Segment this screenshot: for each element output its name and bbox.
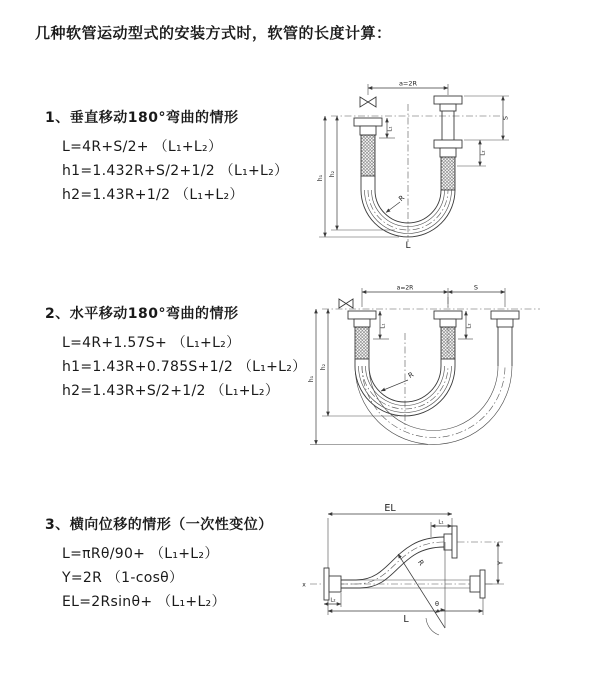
hose-s-curve xyxy=(341,537,444,588)
dim-a2r xyxy=(362,285,505,308)
label-a2r: a=2R xyxy=(398,79,418,88)
right-fittings xyxy=(434,96,462,190)
braided-hose-section xyxy=(355,327,369,359)
formula-el: EL=2Rsinθ+ （L₁+L₂） xyxy=(62,594,226,610)
radius-annotation xyxy=(386,194,406,213)
label-s: S xyxy=(473,283,479,292)
formula-h2: h2=1.43R+1/2 （L₁+L₂） xyxy=(62,187,244,203)
section-1-heading: 1、垂直移动180°弯曲的情形 xyxy=(45,110,239,126)
section-3-heading: 3、横向位移的情形（一次性变位） xyxy=(45,517,273,533)
braided-hose-section xyxy=(361,135,375,176)
formula-h1: h1=1.432R+S/2+1/2 （L₁+L₂） xyxy=(62,163,289,179)
formula-h1: h1=1.43R+0.785S+1/2 （L₁+L₂） xyxy=(62,359,307,375)
formula-y: Y=2R （1-cosθ） xyxy=(62,570,184,586)
u-bend-displaced xyxy=(355,366,512,444)
braided-hose-section xyxy=(441,157,455,190)
diagram-lateral-displacement xyxy=(298,496,598,648)
label-l2: L₂ xyxy=(466,323,473,329)
label-r: R xyxy=(406,370,416,380)
label-l: L xyxy=(403,614,409,625)
label-theta: θ xyxy=(435,600,439,608)
label-l2: L₂ xyxy=(480,150,487,156)
dim-a2r xyxy=(368,80,448,96)
label-l1: L₁ xyxy=(438,519,444,526)
diagram-horizontal-bend xyxy=(300,281,595,453)
section-2-heading: 2、水平移动180°弯曲的情形 xyxy=(45,306,239,322)
dim-s xyxy=(464,96,510,140)
valve-icon xyxy=(339,299,353,308)
dim-el xyxy=(328,503,452,569)
left-fitting xyxy=(354,118,382,176)
diagram-vertical-bend xyxy=(303,76,568,254)
label-s: S xyxy=(501,115,510,121)
label-l1: L₁ xyxy=(387,126,394,132)
label-r: R xyxy=(397,193,407,204)
dim-y xyxy=(485,542,505,584)
formula-h2: h2=1.43R+S/2+1/2 （L₁+L₂） xyxy=(62,383,280,399)
section-lateral-displacement xyxy=(45,514,273,614)
left-fitting xyxy=(348,311,376,359)
lower-right-fitting xyxy=(470,570,485,598)
page-title: 几种软管运动型式的安装方式时，软管的长度计算： xyxy=(35,24,392,42)
dim-s xyxy=(448,284,505,293)
middle-fitting xyxy=(434,311,462,359)
radius-annotation xyxy=(381,371,415,391)
label-a2r: a=2R xyxy=(396,284,414,292)
label-y: Y xyxy=(496,560,505,566)
label-l2: L₂ xyxy=(330,597,336,604)
angle-annotation xyxy=(426,600,445,635)
label-x-axis: x xyxy=(302,581,306,589)
upper-right-fitting xyxy=(444,526,457,558)
label-h2: h₂ xyxy=(329,170,336,178)
section-vertical-bend xyxy=(45,107,288,207)
section-horizontal-bend xyxy=(45,303,306,403)
right-fitting xyxy=(491,311,519,366)
left-fitting xyxy=(324,568,341,600)
braided-hose-section xyxy=(441,327,455,359)
formula-l: L=πRθ/90+ （L₁+L₂） xyxy=(62,546,219,562)
label-l1: L₁ xyxy=(380,323,387,329)
label-r: R xyxy=(415,558,426,568)
label-h2: h₂ xyxy=(320,363,327,371)
formula-l: L=4R+S/2+ （L₁+L₂） xyxy=(62,139,223,155)
label-h1: h₁ xyxy=(317,174,324,182)
label-el: EL xyxy=(384,503,396,514)
valve-icon xyxy=(360,97,376,107)
dim-l xyxy=(328,598,483,625)
label-l: L xyxy=(405,241,411,251)
label-h1: h₁ xyxy=(308,375,315,383)
formula-l: L=4R+1.57S+ （L₁+L₂） xyxy=(62,335,241,351)
